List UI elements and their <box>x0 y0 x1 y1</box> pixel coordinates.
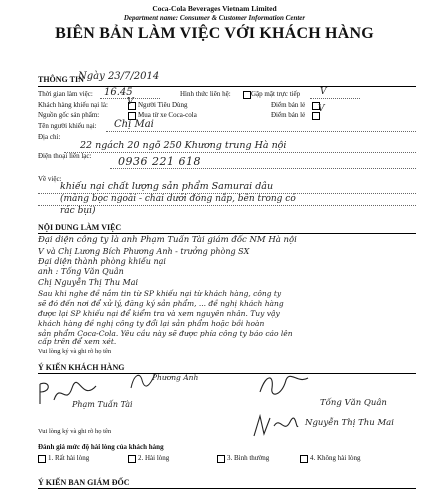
contact-dots <box>310 98 360 99</box>
info-underline <box>38 86 416 87</box>
work-line-6: Sau khi nghe đề nắm tin từ SP khiếu nại từ khách hàng, công ty <box>38 289 282 298</box>
work-line-11: cấp trên để xem xét. <box>38 337 117 346</box>
about-dots-1 <box>38 193 416 194</box>
director-underline <box>38 488 416 489</box>
signer-name-pham-tuan-tai: Phạm Tuấn Tài <box>72 400 133 409</box>
complainant-type-label: Khách hàng khiếu nại là: <box>38 101 108 109</box>
address-label: Địa chỉ: <box>38 133 61 141</box>
department-name: Department name: Consumer & Customer Information Center <box>123 14 306 22</box>
satisfaction-option-2: 2. Hài lòng <box>138 454 170 462</box>
customer-opinion-underline <box>38 373 416 374</box>
about-dots-2 <box>38 205 416 206</box>
section-info-title: THÔNG TIN <box>38 75 84 84</box>
section-work-title: NỘI DUNG LÀM VIỆC <box>38 223 122 232</box>
retail-mark: V <box>318 104 325 114</box>
work-line-1: Đại diện công ty là anh Phạm Tuấn Tài giám đốc NM Hà nội <box>38 235 297 245</box>
source-label: Nguồn gốc sản phẩm: <box>38 111 100 119</box>
satisfaction-option-4: 4. Không hài lòng <box>310 454 361 462</box>
signature-nguyen-thi-thu-mai <box>250 412 300 440</box>
work-underline <box>38 233 416 234</box>
contact-form-option: Gặp mặt trực tiếp <box>251 90 301 98</box>
time-value: 16.45 <box>104 87 133 98</box>
consumer-mark: V <box>127 97 134 107</box>
satisfaction-checkbox-3[interactable] <box>217 455 225 463</box>
signature-phuong-anh <box>128 370 158 392</box>
contact-form-label: Hình thức liên hệ: <box>180 90 231 98</box>
address-value: 22 ngách 20 ngõ 250 Khương trung Hà nội <box>80 140 287 151</box>
satisfaction-checkbox-2[interactable] <box>128 455 136 463</box>
satisfaction-checkbox-4[interactable] <box>300 455 308 463</box>
phone-value: 0936 221 618 <box>118 155 201 168</box>
form-title: BIÊN BẢN LÀM VIỆC VỚI KHÁCH HÀNG <box>55 25 374 42</box>
contact-form-mark: V <box>320 87 327 97</box>
retail-point-label-2: Điểm bán lẻ <box>271 111 306 119</box>
about-line-2: (màng bọc ngoài - chai dưới đóng nắp, bên trong có <box>60 194 296 204</box>
consumer-label: Người Tiêu Dùng <box>138 101 188 109</box>
company-name: Coca-Cola Beverages Vietnam Limited <box>152 4 277 13</box>
signer-name-nguyen-thi-thu-mai: Nguyễn Thị Thu Mai <box>305 418 394 428</box>
work-line-7: sẽ đó đến nơi để xử lý, đăng ký sản phẩm, ... đề nghị khách hàng <box>38 299 284 308</box>
work-line-3: Đại diện thành phòng khiếu nại <box>38 257 166 266</box>
signer-name-phuong-anh: Phương Anh <box>152 373 199 382</box>
contact-form-checkbox[interactable] <box>243 91 251 99</box>
satisfaction-checkbox-1[interactable] <box>38 455 46 463</box>
source-option: Mua từ xe Coca-cola <box>138 111 197 119</box>
name-value: Chị Mai <box>114 119 154 130</box>
retail-point-label: Điểm bán lẻ <box>271 101 306 109</box>
about-line-1: khiếu nại chất lượng sản phẩm Samurai dâu <box>60 181 274 192</box>
section-director-title: Ý KIẾN BAN GIÁM ĐỐC <box>38 478 130 487</box>
signer-name-tong-van-quan: Tống Văn Quân <box>320 398 387 408</box>
work-line-5: Chị Nguyễn Thị Thu Mai <box>38 278 139 287</box>
name-label: Tên người khiếu nại: <box>38 122 97 130</box>
phone-dots <box>110 168 416 169</box>
work-line-4: anh : Tống Văn Quân <box>38 267 124 276</box>
satisfaction-option-3: 3. Bình thường <box>227 454 270 462</box>
time-label: Thời gian làm việc: <box>38 90 93 98</box>
satisfaction-title: Đánh giá mức độ hài lòng của khách hàng <box>38 443 164 451</box>
name-dots <box>106 131 416 132</box>
section-customer-opinion-title: Ý KIẾN KHÁCH HÀNG <box>38 363 125 372</box>
about-line-3: rác bụi) <box>60 206 96 216</box>
signature-tong-van-quan <box>256 372 312 400</box>
address-dots <box>64 152 416 153</box>
about-label: Về việc: <box>38 175 62 183</box>
work-sign-note: Vui lòng ký và ghi rõ họ tên <box>38 348 112 355</box>
work-line-10: sản phẩm Coca-Cola. Yêu cầu này sẽ được phía công ty báo cáo lên <box>38 329 293 338</box>
satisfaction-option-1: 1. Rất hài lòng <box>48 454 90 462</box>
phone-label: Điện thoại liên lạc: <box>38 152 92 160</box>
work-line-2: V và Chị Lương Bích Phương Anh - trưởng phòng SX <box>38 247 250 256</box>
date-handwritten: Ngày 23/7/2014 <box>78 71 160 82</box>
customer-sign-note: Vui lòng ký và ghi rõ họ tên <box>38 428 112 435</box>
work-line-9: khách hàng đề nghị công ty đổi lại sản phẩm hoặc bồi hoàn <box>38 319 265 328</box>
work-line-8: được lại SP khiếu nại để kiểm tra và xem nguyên nhân. Tuy vậy <box>38 309 280 318</box>
